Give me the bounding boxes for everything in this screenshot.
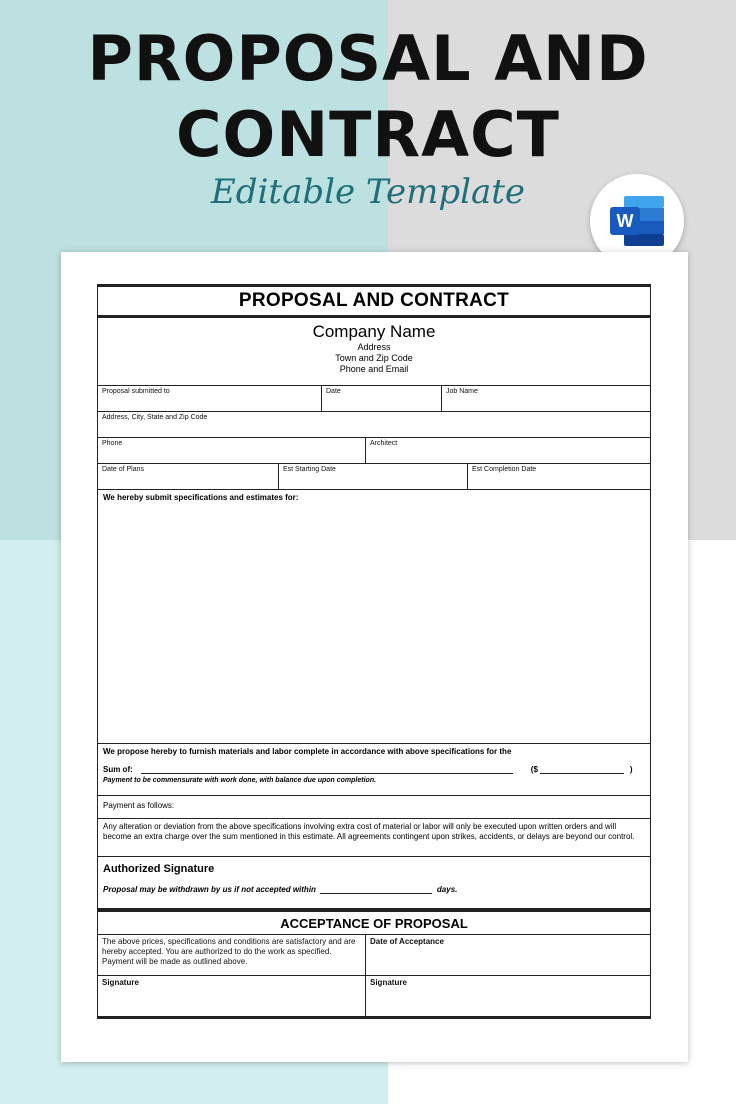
row-dates <box>98 464 650 490</box>
acceptance-title: ACCEPTANCE OF PROPOSAL <box>280 915 468 931</box>
proposal-form <box>97 284 651 1019</box>
dollar-open: ($ <box>530 765 538 774</box>
company-phone-email: Phone and Email <box>339 364 409 374</box>
dollar-input-line[interactable] <box>540 765 624 774</box>
architect-field[interactable]: Architect <box>370 440 398 447</box>
job-name-field[interactable]: Job Name <box>446 388 478 395</box>
authorized-signature-label: Authorized Signature <box>103 863 215 875</box>
company-address: Address <box>357 342 391 352</box>
row-phone-architect <box>98 438 650 464</box>
word-icon-letter: W <box>616 211 634 231</box>
acceptance-title-row <box>98 911 650 935</box>
document-page <box>61 252 688 1062</box>
payment-as-follows-field[interactable]: Payment as follows: <box>98 796 650 819</box>
est-starting-date-field[interactable]: Est Starting Date <box>279 464 468 489</box>
days-label: days. <box>436 885 458 894</box>
est-completion-date-field[interactable]: Est Completion Date <box>472 466 537 473</box>
sum-input-line[interactable] <box>141 765 513 774</box>
specifications-label: We hereby submit specifications and estimates for: <box>103 493 299 502</box>
banner-subtitle: Editable Template <box>210 172 526 212</box>
authorized-signature-section <box>98 857 650 911</box>
payment-note: Payment to be commensurate with work done, with balance due upon completion. <box>103 777 377 784</box>
proposal-submitted-to-field[interactable]: Proposal submitted to <box>98 386 322 411</box>
company-town-zip: Town and Zip Code <box>335 353 413 363</box>
banner-title-line1: PROPOSAL AND <box>87 22 649 95</box>
sum-line <box>103 765 645 774</box>
days-input-line[interactable] <box>320 885 432 894</box>
dollar-close: ) <box>629 765 633 774</box>
signature-row <box>98 976 650 1016</box>
row-proposal-info <box>98 386 650 412</box>
acceptance-text: The above prices, specifications and conditions are satisfactory and are hereby accepted. You are authorized to do the work as specified. Payment will be made as outlined above. <box>98 935 366 975</box>
date-of-plans-field[interactable]: Date of Plans <box>98 464 279 489</box>
withdrawn-text: Proposal may be withdrawn by us if not accepted within <box>103 885 316 894</box>
specifications-area[interactable] <box>98 490 650 744</box>
propose-section <box>98 744 650 796</box>
form-title: PROPOSAL AND CONTRACT <box>238 290 510 311</box>
date-field[interactable]: Date <box>322 386 442 411</box>
propose-text: We propose hereby to furnish materials and labor complete in accordance with above specifications for the <box>103 747 512 756</box>
banner-title-line2: CONTRACT <box>176 98 560 171</box>
acceptance-body-row <box>98 935 650 976</box>
signature-right-field[interactable]: Signature <box>370 978 407 987</box>
withdrawn-line <box>103 885 645 894</box>
form-title-row <box>98 287 650 318</box>
company-name: Company Name <box>312 322 436 341</box>
company-header <box>98 318 650 386</box>
sum-of-label: Sum of: <box>103 765 133 774</box>
signature-left-field[interactable]: Signature <box>98 976 366 1016</box>
address-field[interactable]: Address, City, State and Zip Code <box>102 414 208 421</box>
alteration-clause: Any alteration or deviation from the above specifications involving extra cost of material or labor will only be executed upon written orders and will become an extra charge over the sum mentioned in this estimate. All agreements contingent upon strikes, accidents, or delays are beyond our control. <box>98 819 650 857</box>
row-address <box>98 412 650 438</box>
date-of-acceptance-field[interactable]: Date of Acceptance <box>370 937 444 946</box>
phone-field[interactable]: Phone <box>98 438 366 463</box>
